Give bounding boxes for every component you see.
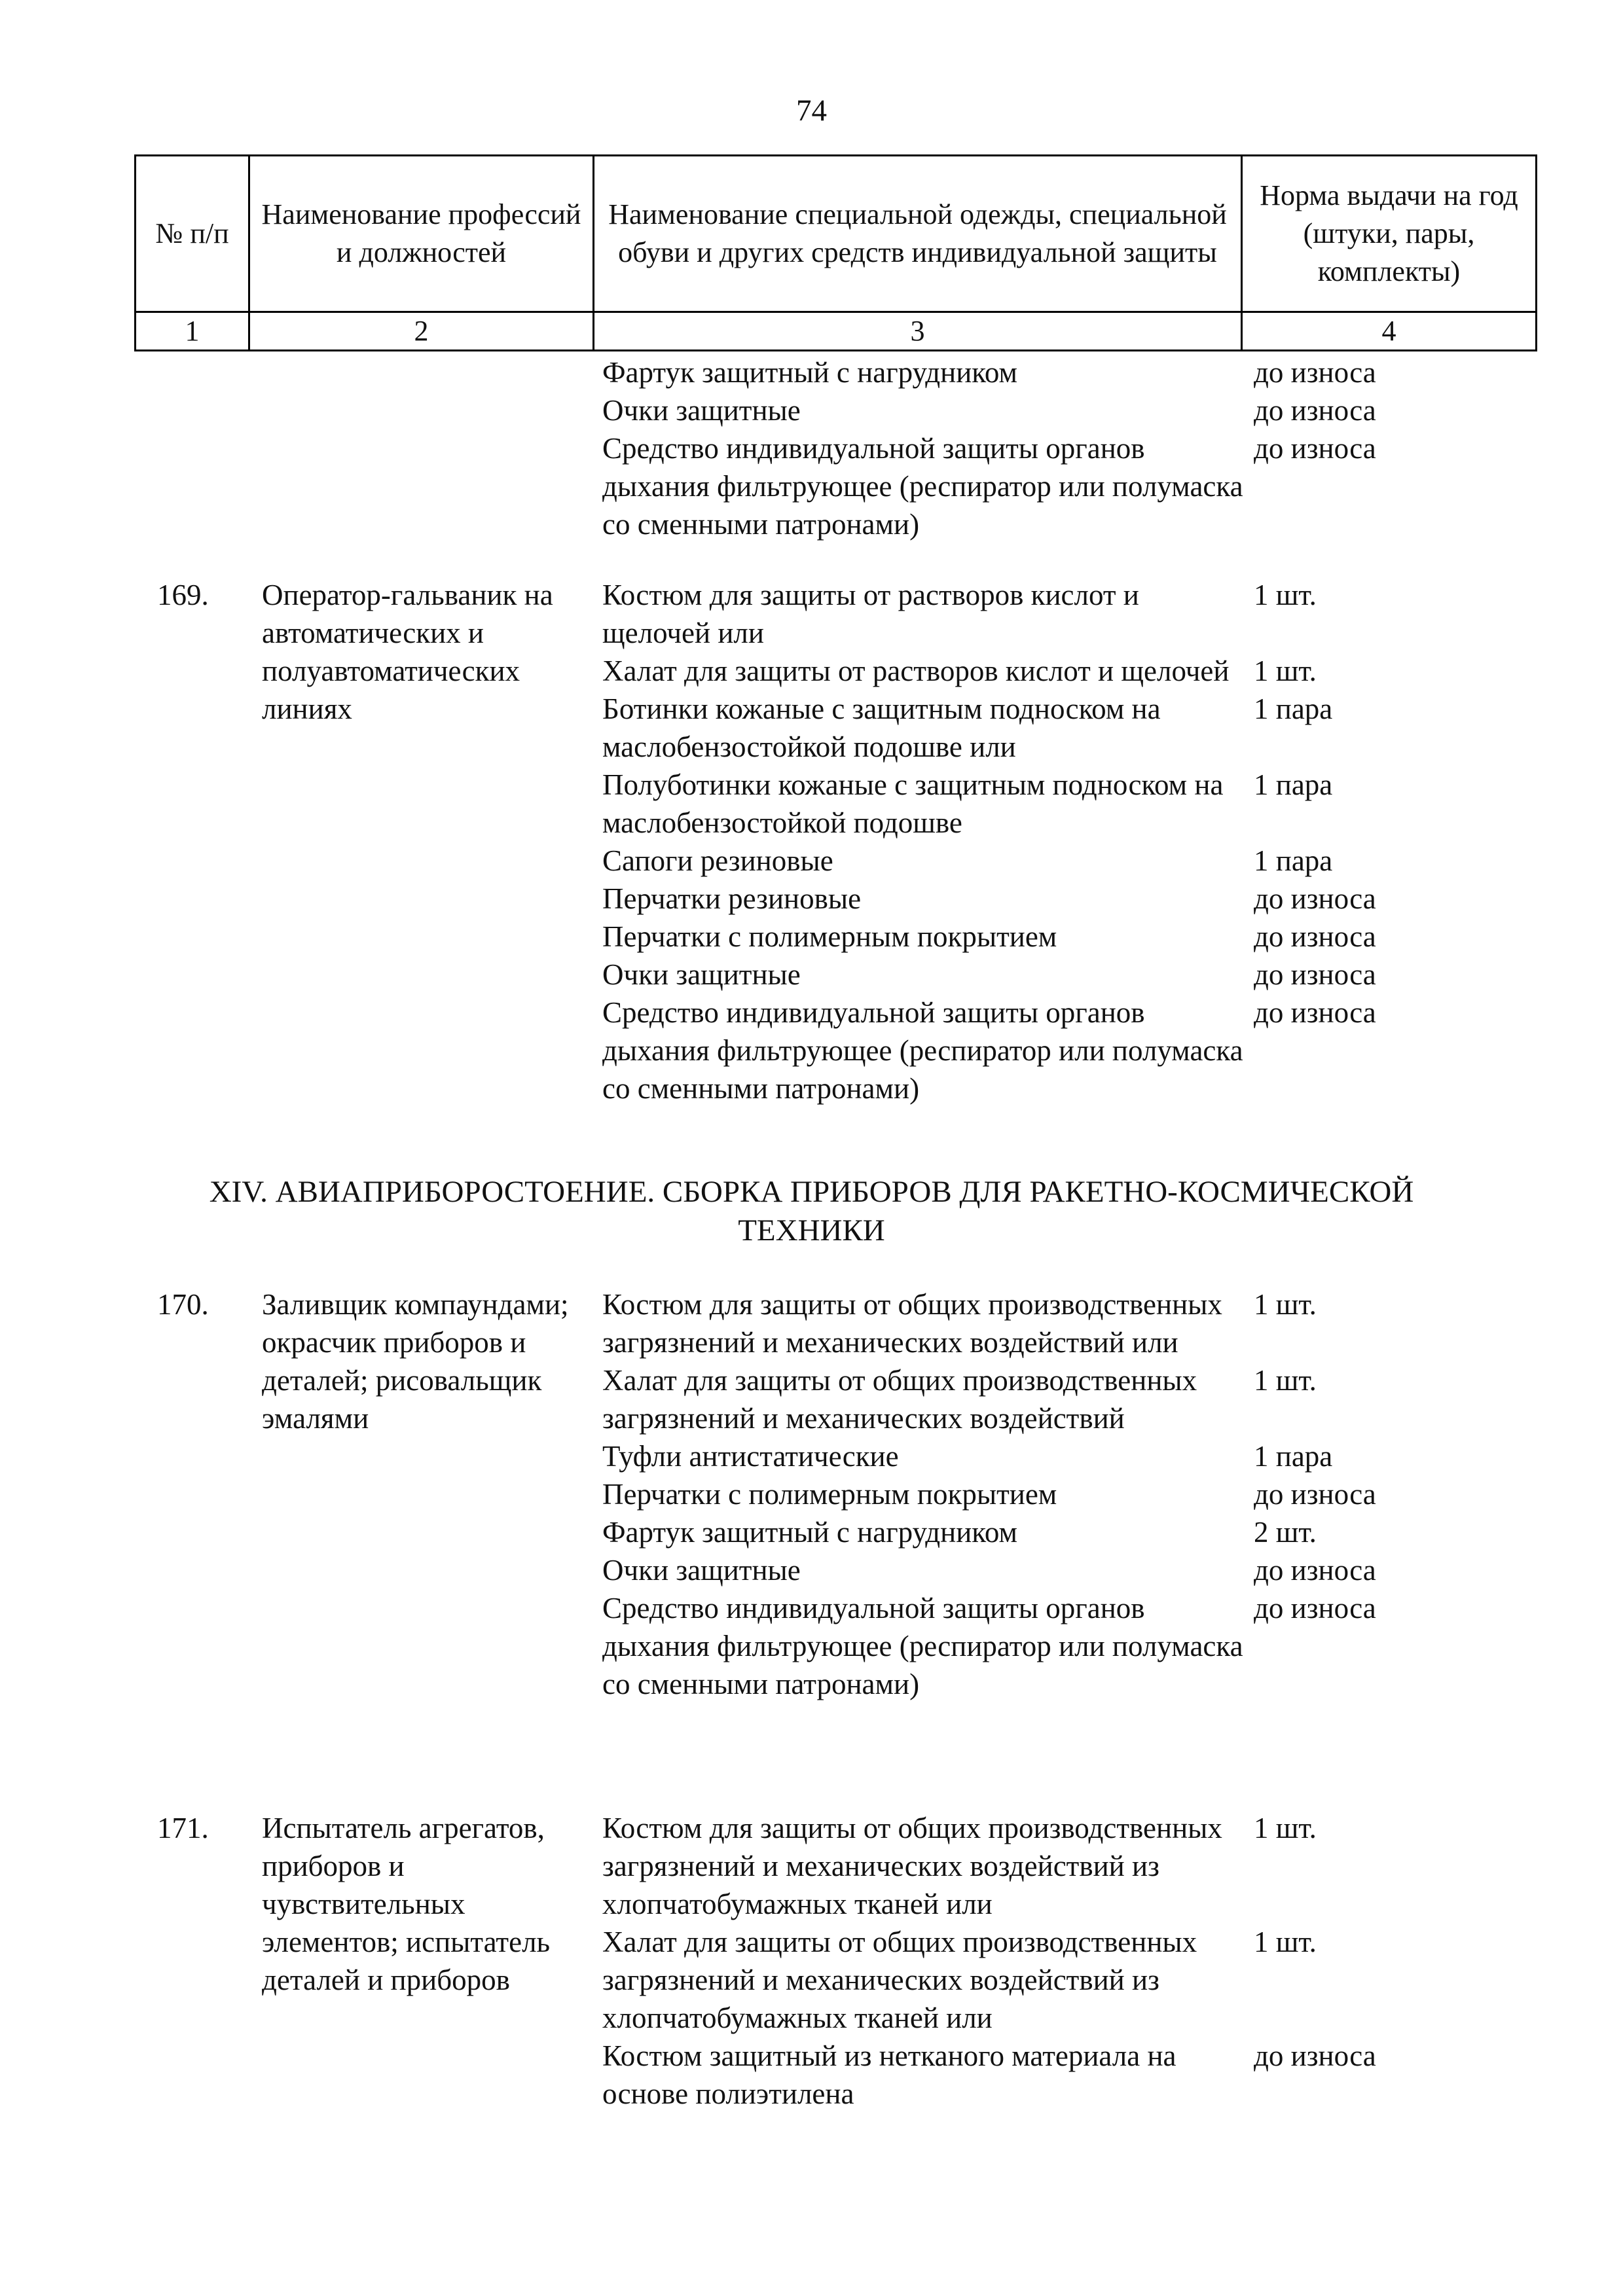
item-name: Ботинки кожаные с защитным подноском на маслобензостойкой подошве или [602, 692, 1161, 763]
list-item [602, 576, 1584, 652]
item-norm: 1 пара [1254, 844, 1333, 877]
item-name: Средство индивидуальной защиты органов дыхания фильтрующее (респиратор или полумаска со сменными патронами) [602, 996, 1243, 1105]
item-norm: 1 шт. [1254, 1364, 1317, 1397]
item-name: Халат для защиты от общих производственных загрязнений и механических воздействий из хлопчатобумажных тканей или [602, 1926, 1197, 2034]
item-name: Костюм защитный из нетканого материала на основе полиэтилена [602, 2039, 1176, 2110]
list-item [602, 353, 1584, 391]
header-col-profession: Наименование профессий и должностей [249, 156, 594, 312]
item-name: Костюм для защиты от растворов кислот и щелочей или [602, 579, 1139, 649]
item-name: Костюм для защиты от общих производственных загрязнений и механических воздействий или [602, 1288, 1222, 1359]
header-col-norm: Норма выдачи на год (штуки, пары, комплекты) [1242, 156, 1537, 312]
item-norm: до износа [1254, 882, 1376, 915]
item-name: Костюм для защиты от общих производственных загрязнений и механических воздействий из хлопчатобумажных тканей или [602, 1812, 1222, 1920]
entry-number: 170. [157, 1288, 209, 1321]
item-norm: до износа [1254, 1478, 1376, 1511]
list-item [602, 880, 1584, 918]
list-item [602, 690, 1584, 766]
entry-number: 169. [157, 579, 209, 611]
list-item [602, 1513, 1584, 1551]
item-norm: 1 шт. [1254, 655, 1317, 687]
item-name: Фартук защитный с нагрудником [602, 1516, 1017, 1549]
item-name: Фартук защитный с нагрудником [602, 356, 1017, 389]
item-name: Сапоги резиновые [602, 844, 833, 877]
item-norm: 1 пара [1254, 768, 1333, 801]
list-item [602, 1475, 1584, 1513]
profession-name: Заливщик компаундами; окрасчик приборов и деталей; рисовальщик эмалями [262, 1288, 569, 1435]
profession-name: Оператор-гальваник на автоматических и полуавтоматических линиях [262, 579, 553, 725]
item-list [602, 1285, 1584, 1703]
item-norm: 1 шт. [1254, 1812, 1317, 1844]
entry-169 [0, 576, 1623, 1107]
item-name: Очки защитные [602, 958, 801, 991]
item-list [602, 1809, 1584, 2113]
header-num-2: 2 [249, 312, 594, 351]
list-item [602, 842, 1584, 880]
profession-name: Испытатель агрегатов, приборов и чувствительных элементов; испытатель деталей и приборов [262, 1812, 551, 1996]
item-norm: до износа [1254, 996, 1376, 1029]
list-item [602, 1551, 1584, 1589]
list-item [602, 994, 1584, 1107]
item-norm: до износа [1254, 356, 1376, 389]
item-norm: 1 пара [1254, 1440, 1333, 1473]
item-name: Полуботинки кожаные с защитным подноском на маслобензостойкой подошве [602, 768, 1224, 839]
item-norm: 1 пара [1254, 692, 1333, 725]
list-item [602, 766, 1584, 842]
header-col-number: № п/п [136, 156, 249, 312]
entry-170 [0, 1285, 1623, 1703]
item-name: Халат для защиты от общих производственных загрязнений и механических воздействий [602, 1364, 1197, 1435]
header-col-equipment: Наименование специальной одежды, специальной обуви и других средств индивидуальной защиты [594, 156, 1242, 312]
continued-entry [0, 353, 1623, 543]
list-item [602, 1923, 1584, 2037]
list-item [602, 1285, 1584, 1361]
item-norm: до износа [1254, 920, 1376, 953]
table-header [134, 154, 1537, 351]
item-norm: до износа [1254, 394, 1376, 427]
item-name: Очки защитные [602, 394, 801, 427]
list-item [602, 1361, 1584, 1437]
header-num-1: 1 [136, 312, 249, 351]
list-item [602, 652, 1584, 690]
list-item [602, 1809, 1584, 1923]
item-list [602, 353, 1584, 543]
item-name: Средство индивидуальной защиты органов дыхания фильтрующее (респиратор или полумаска со сменными патронами) [602, 1592, 1243, 1700]
header-num-4: 4 [1242, 312, 1537, 351]
entry-171 [0, 1809, 1623, 2113]
header-num-3: 3 [594, 312, 1242, 351]
item-norm: до износа [1254, 958, 1376, 991]
item-norm: до износа [1254, 432, 1376, 465]
list-item [602, 956, 1584, 994]
list-item [602, 1437, 1584, 1475]
item-norm: 1 шт. [1254, 1926, 1317, 1958]
item-list [602, 576, 1584, 1107]
item-norm: до износа [1254, 1554, 1376, 1587]
item-norm: до износа [1254, 1592, 1376, 1624]
item-name: Перчатки резиновые [602, 882, 862, 915]
item-norm: 1 шт. [1254, 579, 1317, 611]
list-item [602, 1589, 1584, 1703]
item-norm: 2 шт. [1254, 1516, 1317, 1549]
list-item [602, 918, 1584, 956]
item-name: Туфли антистатические [602, 1440, 899, 1473]
item-name: Перчатки с полимерным покрытием [602, 920, 1057, 953]
item-name: Халат для защиты от растворов кислот и щелочей [602, 655, 1230, 687]
list-item [602, 429, 1584, 543]
item-name: Очки защитные [602, 1554, 801, 1587]
section-heading-line-1: XIV. АВИАПРИБОРОСТОЕНИЕ. СБОРКА ПРИБОРОВ ДЛЯ РАКЕТНО-КОСМИЧЕСКОЙ [209, 1175, 1414, 1209]
entry-number: 171. [157, 1812, 209, 1844]
item-norm: до износа [1254, 2039, 1376, 2072]
page-number: 74 [796, 94, 827, 128]
item-name: Средство индивидуальной защиты органов дыхания фильтрующее (респиратор или полумаска со сменными патронами) [602, 432, 1243, 541]
section-heading [0, 1173, 1623, 1250]
list-item [602, 391, 1584, 429]
item-name: Перчатки с полимерным покрытием [602, 1478, 1057, 1511]
list-item [602, 2037, 1584, 2113]
item-norm: 1 шт. [1254, 1288, 1317, 1321]
section-heading-line-2: ТЕХНИКИ [738, 1213, 885, 1247]
